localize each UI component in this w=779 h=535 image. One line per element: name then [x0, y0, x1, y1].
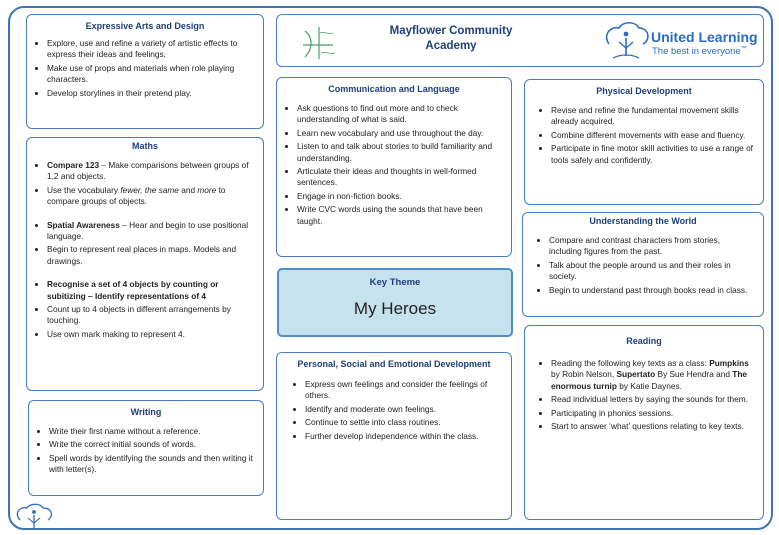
list-item: • Read individual letters by saying the sounds for them. [551, 394, 755, 405]
brand-tagline [652, 46, 747, 57]
key-theme-box [277, 268, 513, 337]
vocab-pre: Use the vocabulary [47, 184, 121, 195]
brand-name: United Learning [651, 29, 758, 45]
psed-list [285, 379, 503, 442]
list-item: • Listen to and talk about stories to build familiarity and understanding. [297, 141, 503, 164]
recognise-heading: Recognise a set of 4 objects by counting or subitizing – Identify representations of 4 [47, 279, 219, 301]
communication-list [285, 103, 503, 227]
list-item: • Spell words by identifying the sounds and then writing it with letter(s). [49, 453, 255, 476]
psed-title: Personal, Social and Emotional Development [297, 359, 491, 369]
list-item [47, 279, 255, 302]
world-list [531, 235, 755, 296]
expressive-arts-list [35, 38, 255, 99]
list-item: • Ask questions to find out more and to check understanding of what is said. [297, 103, 503, 126]
compare-heading: Compare 123 [47, 160, 100, 170]
list-item: • Develop storylines in their pretend play. [47, 88, 255, 99]
list-item: • Write CVC words using the sounds that have been taught. [297, 204, 503, 227]
physical-title: Physical Development [596, 86, 692, 96]
list-item: • Make use of props and materials when role playing characters. [47, 63, 255, 86]
list-item: • Compare and contrast characters from stories, including figures from the past. [549, 235, 755, 258]
vocab-and: and [178, 184, 198, 195]
list-item: • Use own mark making to represent 4. [47, 329, 255, 340]
list-item: • Revise and refine the fundamental movement skills already acquired. [551, 105, 755, 128]
list-item: • Further develop independence within the class. [305, 431, 503, 442]
list-item: • Begin to represent real places in maps. Models and drawings. [47, 244, 255, 267]
book-author: By Sue Hendra and [655, 369, 733, 380]
key-theme-value: My Heroes [353, 299, 437, 318]
list-item: • Begin to understand past through books read in class. [549, 285, 755, 296]
list-item: • Learn new vocabulary and use throughout the day. [297, 128, 503, 139]
book-title: Pumpkins [709, 358, 749, 368]
spatial-heading: Spatial Awareness [47, 219, 120, 230]
list-item: • Combine different movements with ease and fluency. [551, 130, 755, 141]
physical-list [533, 105, 755, 166]
maths-title: Maths [131, 141, 158, 151]
academy-logo-icon [299, 23, 339, 63]
world-card [522, 212, 764, 317]
psed-card [276, 352, 512, 520]
physical-card [524, 79, 764, 205]
vocab-more: more [197, 184, 217, 195]
communication-card [276, 77, 512, 257]
maths-list [35, 160, 255, 208]
list-item: • Express own feelings and consider the feelings of others. [305, 379, 503, 402]
writing-card [28, 400, 264, 496]
list-item [47, 220, 255, 243]
list-item: • Start to answer ‘what’ questions relating to key texts. [551, 421, 755, 432]
maths-spatial-list [35, 220, 255, 268]
book-author: by Katie Daynes. [616, 380, 682, 391]
reading-list [533, 358, 755, 432]
united-learning-tree-icon [603, 20, 649, 60]
school-name-line1: Mayflower Community [389, 25, 513, 37]
brand-trademark: ™ [740, 46, 747, 52]
brand-tagline-text: The best in everyone [652, 46, 741, 57]
school-name [367, 24, 535, 54]
list-item: • Articulate their ideas and thoughts in well-formed sentences. [297, 166, 503, 189]
reading-card [524, 325, 764, 520]
book-author: by Robin Nelson, [551, 369, 617, 380]
list-item [551, 358, 755, 392]
reading-intro: Reading the following key texts as a class: [551, 358, 710, 368]
spatial-text: – Hear and begin to use positional language. [47, 219, 249, 242]
united-learning-watermark-icon [14, 502, 58, 532]
header-banner [276, 14, 764, 67]
maths-card [26, 137, 264, 391]
list-item: • Continue to settle into class routines. [305, 417, 503, 428]
key-theme-label: Key Theme [369, 277, 421, 288]
vocab-post: to compare groups of objects. [47, 184, 226, 207]
list-item: • Explore, use and refine a variety of artistic effects to express their ideas and feelings. [47, 38, 255, 61]
school-name-line2: Academy [425, 40, 477, 52]
list-item: • Engage in non-fiction books. [297, 191, 503, 202]
list-item [47, 160, 255, 183]
list-item: • Participating in phonics sessions. [551, 408, 755, 419]
communication-title: Communication and Language [328, 84, 460, 94]
list-item: • Count up to 4 objects in different arrangements by touching. [47, 304, 255, 327]
list-item [47, 185, 255, 208]
writing-title: Writing [130, 407, 162, 417]
list-item: • Participate in fine motor skill activities to use a range of tools safely and confidently. [551, 143, 755, 166]
list-item: • Identify and moderate own feelings. [305, 404, 503, 415]
book-title: The enormous turnip [551, 369, 748, 391]
list-item: • Talk about the people around us and their roles in society. [549, 260, 755, 283]
writing-list [37, 426, 255, 476]
expressive-arts-title: Expressive Arts and Design [85, 21, 205, 31]
reading-title: Reading [626, 336, 662, 346]
expressive-arts-card [26, 14, 264, 129]
vocab-fewer: fewer, the same [120, 184, 179, 195]
list-item: • Write the correct initial sounds of words. [49, 439, 255, 450]
book-title: Supertato [616, 369, 656, 380]
maths-recognise-list [35, 279, 255, 340]
list-item: • Write their first name without a reference. [49, 426, 255, 437]
world-title: Understanding the World [589, 216, 697, 226]
compare-text: – Make comparisons between groups of 1,2 and objects. [47, 160, 249, 182]
